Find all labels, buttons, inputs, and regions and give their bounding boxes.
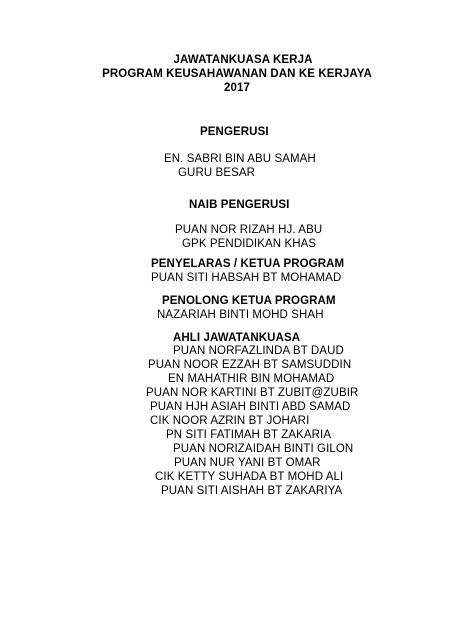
ahli-member: PN SITI FATIMAH BT ZAKARIA [166, 429, 332, 441]
pengerusi-role: GURU BESAR [178, 167, 256, 179]
ahli-member: EN MAHATHIR BIN MOHAMAD [168, 373, 335, 385]
ahli-member: PUAN NUR YANI BT OMAR [174, 457, 321, 469]
title-line-1: JAWATANKUASA KERJA [173, 54, 313, 66]
ahli-member: PUAN NOOR EZZAH BT SAMSUDDIN [148, 359, 352, 371]
ahli-member: PUAN NOR KARTINI BT ZUBIT@ZUBIR [146, 387, 359, 399]
ahli-heading: AHLI JAWATANKUASA [173, 332, 301, 344]
naib-pengerusi-role: GPK PENDIDIKAN KHAS [182, 238, 317, 250]
ahli-member: PUAN NORFAZLINDA BT DAUD [173, 345, 344, 357]
pengerusi-heading: PENGERUSI [200, 126, 269, 138]
ahli-member: PUAN SITI AISHAH BT ZAKARIYA [161, 485, 343, 497]
penyelaras-name: PUAN SITI HABSAH BT MOHAMAD [151, 272, 342, 284]
title-year: 2017 [224, 82, 250, 94]
ahli-member: PUAN HJH ASIAH BINTI ABD SAMAD [150, 401, 351, 413]
ahli-member: PUAN NORIZAIDAH BINTI GILON [173, 443, 354, 455]
penolong-heading: PENOLONG KETUA PROGRAM [162, 295, 336, 307]
ahli-member: CIK NOOR AZRIN BT JOHARI [150, 415, 310, 427]
penolong-name: NAZARIAH BINTI MOHD SHAH [157, 309, 324, 321]
naib-pengerusi-name: PUAN NOR RIZAH HJ. ABU [175, 224, 323, 236]
title-line-2: PROGRAM KEUSAHAWANAN DAN KE KERJAYA [102, 68, 372, 80]
pengerusi-name: EN. SABRI BIN ABU SAMAH [164, 153, 316, 165]
ahli-member: CIK KETTY SUHADA BT MOHD ALI [155, 471, 344, 483]
penyelaras-heading: PENYELARAS / KETUA PROGRAM [151, 258, 345, 270]
naib-pengerusi-heading: NAIB PENGERUSI [189, 199, 290, 211]
